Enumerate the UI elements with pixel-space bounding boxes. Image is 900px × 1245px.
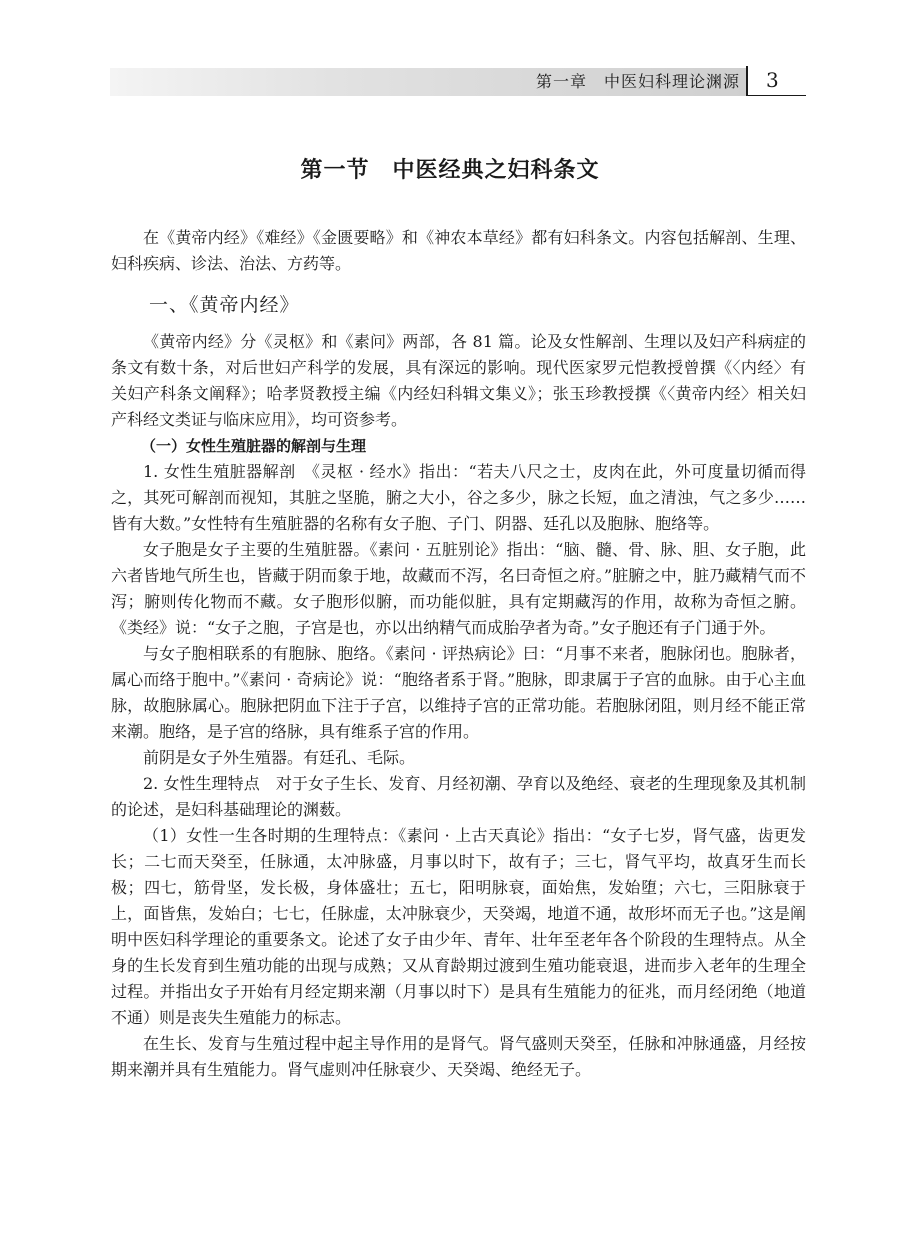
page-number: 3 — [766, 68, 779, 92]
paragraph: 在生长、发育与生殖过程中起主导作用的是肾气。肾气盛则天癸至，任脉和冲脉通盛，月经按期来潮并具有生殖能力。肾气虚则冲任脉衰少、天癸竭、绝经无子。 — [111, 1034, 806, 1079]
paragraph: 前阴是女子外生殖器。有廷孔、毛际。 — [143, 748, 416, 767]
section-title: 第一节 中医经典之妇科条文 — [300, 158, 600, 183]
header-divider — [746, 66, 748, 96]
intro-paragraph: 在《黄帝内经》《难经》《金匮要略》和《神农本草经》都有妇科条文。内容包括解剖、生理、妇科疾病、诊法、治法、方药等。 — [111, 228, 806, 273]
body-text — [111, 225, 806, 1083]
sub-heading: （一）女性生殖脏器的解剖与生理 — [141, 437, 367, 455]
paragraph: 女子胞是女子主要的生殖脏器。《素问 · 五脏别论》指出：“脑、髓、骨、脉、胆、女子胞，此六者皆地气所生也，皆藏于阴而象于地，故藏而不泻，名曰奇恒之府。”脏腑之中，脏乃藏精气而不泻；腑则传化物而不藏。女子胞形似腑，而功能似脏，具有定期藏泻的作用，故称为奇恒之腑。《类经》说：“女子之胞，子宫是也，亦以出纳精气而成胎孕者为奇。”女子胞还有子门通于外。 — [111, 540, 806, 637]
paragraph: （1）女性一生各时期的生理特点：《素问 · 上古天真论》指出：“女子七岁，肾气盛，齿更发长；二七而天癸至，任脉通，太冲脉盛，月事以时下，故有子；三七，肾气平均，故真牙生而长极；四七，筋骨坚，发长极，身体盛壮；五七，阳明脉衰，面始焦，发始堕；六七，三阳脉衰于上，面皆焦，发始白；七七，任脉虚，太冲脉衰少，天癸竭，地道不通，故形坏而无子也。”这是阐明中医妇科学理论的重要条文。论述了女子由少年、青年、壮年至老年各个阶段的生理特点。从全身的生长发育到生殖功能的出现与成熟；又从育龄期过渡到生殖功能衰退，进而步入老年的生理全过程。并指出女子开始有月经定期来潮（月事以时下）是具有生殖能力的征兆，而月经闭绝（地道不通）则是丧失生殖能力的标志。 — [111, 826, 806, 1027]
paragraph: 1. 女性生殖脏器解剖 《灵枢 · 经水》指出：“若夫八尺之士，皮肉在此，外可度量切循而得之，其死可解剖而视知，其脏之坚脆，腑之大小，谷之多少，脉之长短，血之清浊，气之多少……皆有大数。”女性特有生殖脏器的名称有女子胞、子门、阴器、廷孔以及胞脉、胞络等。 — [111, 462, 806, 533]
subsection-heading: 一、《黄帝内经》 — [149, 294, 300, 316]
paragraph: 《黄帝内经》分《灵枢》和《素问》两部，各 81 篇。论及女性解剖、生理以及妇产科病症的条文有数十条，对后世妇产科学的发展，具有深远的影响。现代医家罗元恺教授曾撰《〈内经〉有关妇产科条文阐释》；哈孝贤教授主编《内经妇科辑文集义》；张玉珍教授撰《〈黄帝内经〉相关妇产科经文类证与临床应用》，均可资参考。 — [111, 332, 806, 429]
chapter-title: 第一章 中医妇科理论渊源 — [535, 72, 740, 91]
paragraph: 2. 女性生理特点 对于女子生长、发育、月经初潮、孕育以及绝经、衰老的生理现象及其机制的论述，是妇科基础理论的渊薮。 — [111, 774, 806, 819]
header-rule — [746, 95, 806, 96]
paragraph: 与女子胞相联系的有胞脉、胞络。《素问 · 评热病论》曰：“月事不来者，胞脉闭也。胞脉者，属心而络于胞中。”《素问 · 奇病论》说：“胞络者系于肾。”胞脉，即隶属于子宫的血脉。由于心主血脉，故胞脉属心。胞脉把阴血下注于子宫，以维持子宫的正常功能。若胞脉闭阻，则月经不能正常来潮。胞络，是子宫的络脉，具有维系子宫的作用。 — [111, 644, 806, 741]
